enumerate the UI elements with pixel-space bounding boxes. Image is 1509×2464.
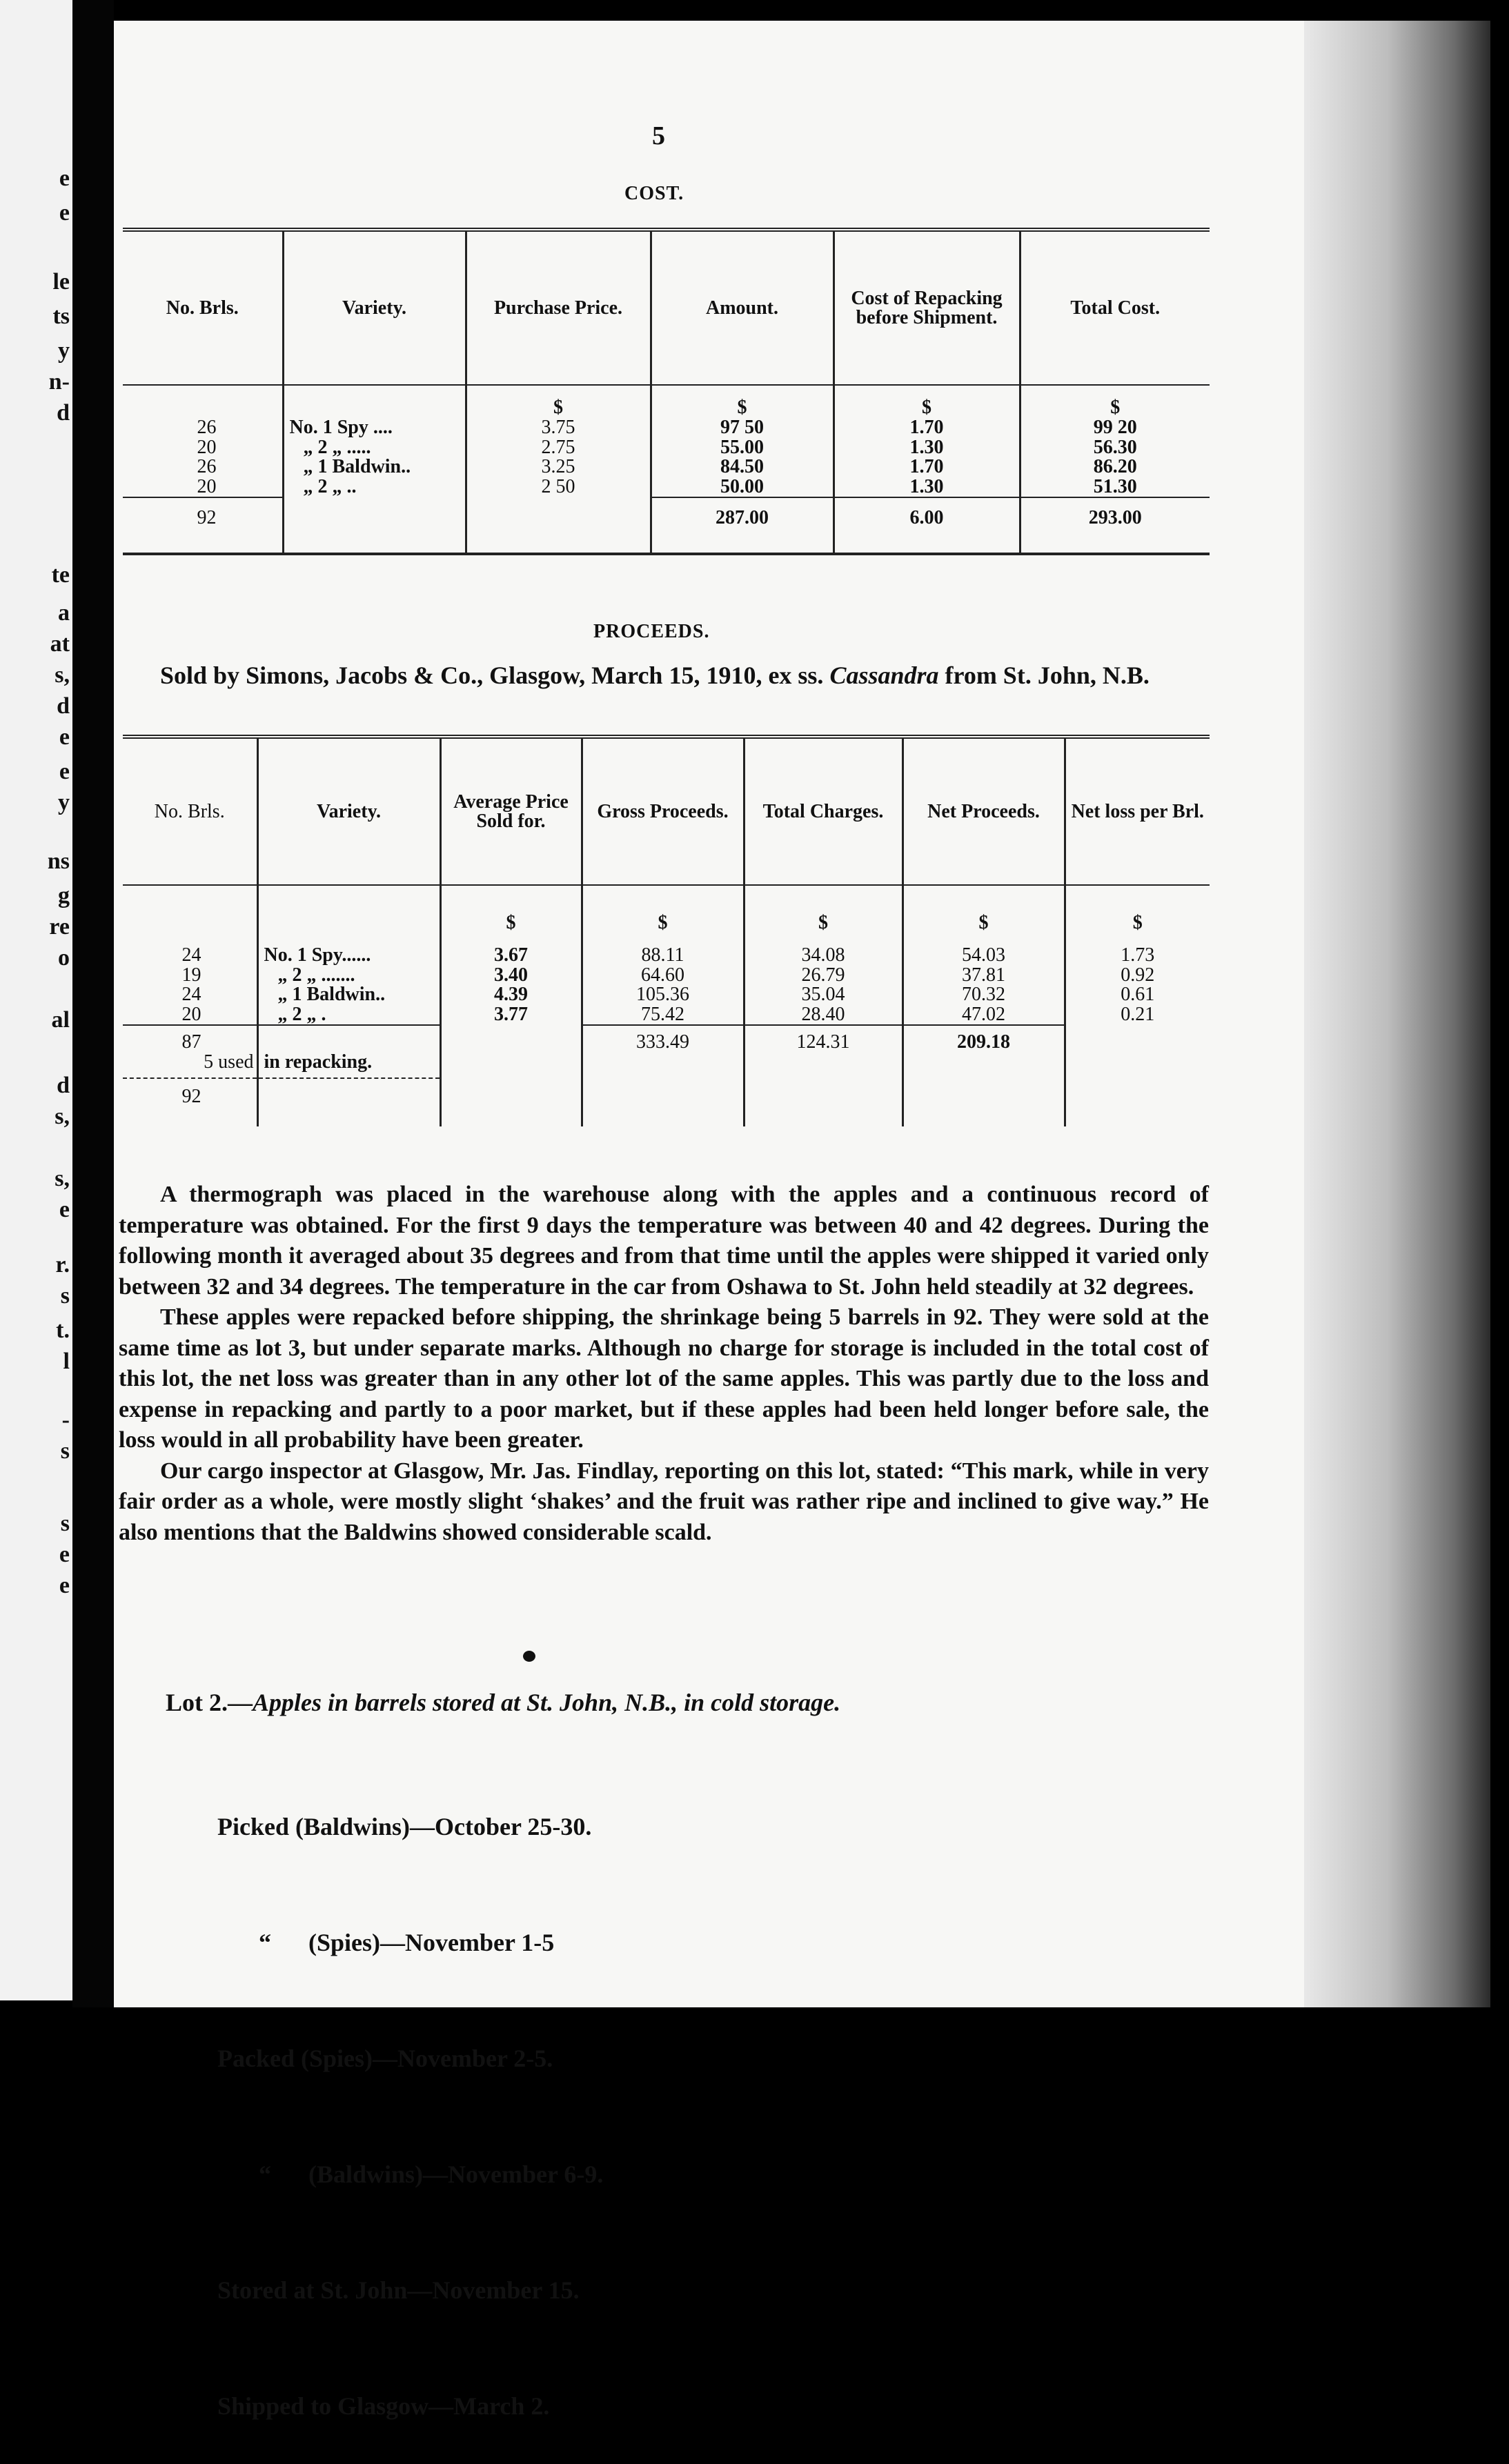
gross-cell: 105.36 bbox=[582, 985, 744, 1005]
left-page-text-fragment: d bbox=[57, 400, 70, 426]
ink-mark bbox=[523, 1651, 535, 1662]
total-cell: 56.30 bbox=[1020, 438, 1210, 458]
loss-cell: 0.61 bbox=[1065, 985, 1210, 1005]
proceeds-table bbox=[123, 735, 1210, 1126]
amount-cell: 97 50 bbox=[651, 418, 834, 438]
currency-sign: $ bbox=[744, 885, 903, 933]
brls-total: 92 bbox=[123, 1078, 257, 1126]
repack-total: 6.00 bbox=[834, 497, 1020, 539]
proceeds-total-row bbox=[123, 1078, 1210, 1126]
left-page-text-fragment: at bbox=[50, 631, 70, 657]
cost-row bbox=[123, 418, 1210, 438]
left-page-text-fragment: e bbox=[59, 1542, 70, 1567]
proceeds-col-charges: Total Charges. bbox=[744, 737, 903, 885]
proceeds-subtotal-row bbox=[123, 1025, 1210, 1053]
lot2-dates bbox=[217, 1730, 1114, 2464]
proceeds-row bbox=[123, 966, 1210, 986]
currency-sign: $ bbox=[834, 385, 1020, 418]
price-cell: 2 50 bbox=[466, 477, 651, 498]
left-page-text-fragment: a bbox=[58, 600, 70, 626]
loss-cell: 0.21 bbox=[1065, 1005, 1210, 1026]
amount-cell: 50.00 bbox=[651, 477, 834, 498]
net-cell: 70.32 bbox=[903, 985, 1065, 1005]
proceeds-row bbox=[123, 1005, 1210, 1026]
left-page-text-fragment: al bbox=[51, 1007, 70, 1033]
lot2-line: Shipped to Glasgow—March 2. bbox=[217, 2392, 550, 2420]
left-page-text-fragment: ts bbox=[52, 304, 70, 329]
variety-cell: „ 2 „ ..... bbox=[283, 438, 466, 458]
variety-cell: „ 1 Baldwin.. bbox=[257, 985, 440, 1005]
left-page-text-fragment: e bbox=[59, 1197, 70, 1222]
cost-row bbox=[123, 438, 1210, 458]
repack-cell: 1.30 bbox=[834, 438, 1020, 458]
brls-cell: 19 bbox=[181, 964, 201, 986]
left-page-text-fragment: l bbox=[63, 1349, 70, 1374]
currency-sign: $ bbox=[651, 385, 834, 418]
book-spine bbox=[72, 0, 114, 2092]
cost-col-repack: Cost of Repacking before Shipment. bbox=[834, 230, 1020, 385]
gross-cell: 75.42 bbox=[582, 1005, 744, 1026]
currency-sign: $ bbox=[1020, 385, 1210, 418]
left-page-text-fragment: g bbox=[58, 883, 70, 908]
brls-cell: 24 bbox=[181, 944, 201, 966]
lot2-section bbox=[166, 1683, 1201, 1722]
left-page-text-fragment: d bbox=[57, 693, 70, 719]
left-page-text-fragment: s, bbox=[55, 1104, 70, 1129]
left-page-text-fragment: e bbox=[59, 1573, 70, 1598]
charges-cell: 26.79 bbox=[744, 966, 903, 986]
left-page-text-fragment: ns bbox=[47, 848, 70, 874]
left-page-text-fragment: te bbox=[51, 562, 70, 588]
proceeds-used-row bbox=[123, 1053, 1210, 1079]
used-label: in repacking. bbox=[257, 1053, 440, 1079]
cost-col-total: Total Cost. bbox=[1020, 230, 1210, 385]
proceeds-col-brls: No. Brls. bbox=[154, 800, 225, 822]
avg-cell: 3.40 bbox=[440, 966, 582, 986]
sold-by-text: Sold by Simons, Jacobs & Co., Glasgow, March 15, 1910, ex ss. bbox=[160, 662, 824, 689]
brls-cell: 24 bbox=[181, 984, 201, 1006]
left-page-text-fragment: y bbox=[58, 338, 70, 364]
cost-heading: COST. bbox=[624, 183, 684, 204]
left-page-text-fragment: n- bbox=[48, 369, 70, 395]
left-page-text-fragment: s bbox=[60, 1511, 70, 1536]
charges-total: 124.31 bbox=[744, 1025, 903, 1053]
avg-cell: 3.67 bbox=[440, 933, 582, 966]
cost-row bbox=[123, 477, 1210, 498]
proceeds-col-net: Net Proceeds. bbox=[903, 737, 1065, 885]
proceeds-row bbox=[123, 933, 1210, 966]
currency-sign: $ bbox=[1065, 885, 1210, 933]
left-page-fragment bbox=[0, 0, 72, 2000]
left-page-text-fragment: e bbox=[59, 166, 70, 191]
left-page-text-fragment: s bbox=[60, 1283, 70, 1309]
used-brls: 5 used bbox=[204, 1051, 254, 1073]
left-page-text-fragment: t. bbox=[56, 1318, 70, 1343]
price-cell: 3.25 bbox=[466, 457, 651, 477]
proceeds-heading: PROCEEDS. bbox=[593, 621, 710, 642]
total-total: 293.00 bbox=[1020, 497, 1210, 539]
body-text bbox=[119, 1180, 1209, 1548]
charges-cell: 28.40 bbox=[744, 1005, 903, 1026]
loss-cell: 0.92 bbox=[1065, 966, 1210, 986]
lot2-label: Lot 2.— bbox=[166, 1689, 253, 1716]
brls-cell: 26 bbox=[197, 456, 217, 478]
amount-cell: 55.00 bbox=[651, 438, 834, 458]
paragraph-repacking: These apples were repacked before shipping, the shrinkage being 5 barrels in 92. They were sold at the same time as lot 3, but under separate marks. Although no charge for storage is included in the total cost of this lot, the net loss was greater than in any other lot of the same apples. This was partly due to the loss and expense in repacking and partly to a poor market, but if these apples had been held longer before sale, the loss would in all probability have been greater. bbox=[119, 1304, 1209, 1453]
cost-row bbox=[123, 457, 1210, 477]
repack-cell: 1.70 bbox=[834, 418, 1020, 438]
net-cell: 54.03 bbox=[903, 933, 1065, 966]
total-cell: 51.30 bbox=[1020, 477, 1210, 498]
avg-cell: 4.39 bbox=[440, 985, 582, 1005]
left-page-text-fragment: d bbox=[57, 1073, 70, 1098]
cost-col-brls: No. Brls. bbox=[166, 297, 239, 319]
lot2-line: Picked (Baldwins)—October 25-30. bbox=[217, 1813, 592, 1840]
sold-by-line bbox=[119, 659, 1209, 692]
cost-col-price: Purchase Price. bbox=[466, 230, 651, 385]
left-page-text-fragment: r. bbox=[55, 1252, 70, 1278]
lot2-line: “ (Baldwins)—November 6-9. bbox=[259, 2160, 604, 2188]
brls-cell: 20 bbox=[197, 475, 217, 497]
charges-cell: 34.08 bbox=[744, 933, 903, 966]
lot2-line: Packed (Spies)—November 2-5. bbox=[217, 2045, 553, 2072]
brls-cell: 20 bbox=[181, 1003, 201, 1025]
cost-total-row bbox=[123, 497, 1210, 539]
brls-cell: 20 bbox=[197, 436, 217, 458]
left-page-text-fragment: e bbox=[59, 200, 70, 226]
charges-cell: 35.04 bbox=[744, 985, 903, 1005]
left-page-text-fragment: re bbox=[49, 914, 70, 940]
lot2-line: “ (Spies)—November 1-5 bbox=[259, 1929, 555, 1956]
price-cell: 2.75 bbox=[466, 438, 651, 458]
left-page-text-fragment: s, bbox=[55, 1166, 70, 1191]
page-edges bbox=[1304, 21, 1490, 2007]
repack-cell: 1.30 bbox=[834, 477, 1020, 498]
cost-col-amount: Amount. bbox=[651, 230, 834, 385]
currency-sign: $ bbox=[903, 885, 1065, 933]
brls-total: 92 bbox=[123, 497, 283, 539]
variety-cell: „ 2 „ .. bbox=[283, 477, 466, 498]
amount-total: 287.00 bbox=[651, 497, 834, 539]
proceeds-col-gross: Gross Proceeds. bbox=[582, 737, 744, 885]
variety-cell: No. 1 Spy .... bbox=[283, 418, 466, 438]
loss-cell: 1.73 bbox=[1065, 933, 1210, 966]
gross-cell: 88.11 bbox=[582, 933, 744, 966]
net-cell: 37.81 bbox=[903, 966, 1065, 986]
net-cell: 47.02 bbox=[903, 1005, 1065, 1026]
variety-cell: „ 2 „ ....... bbox=[257, 966, 440, 986]
left-page-text-fragment: s, bbox=[55, 662, 70, 688]
ship-name: Cassandra bbox=[829, 662, 939, 689]
repack-cell: 1.70 bbox=[834, 457, 1020, 477]
price-cell: 3.75 bbox=[466, 418, 651, 438]
gross-total: 333.49 bbox=[582, 1025, 744, 1053]
amount-cell: 84.50 bbox=[651, 457, 834, 477]
left-page-text-fragment: e bbox=[59, 759, 70, 784]
proceeds-col-avg: Average Price Sold for. bbox=[440, 737, 582, 885]
lot2-line: Stored at St. John—November 15. bbox=[217, 2276, 580, 2304]
currency-sign: $ bbox=[466, 385, 651, 418]
cost-col-variety: Variety. bbox=[283, 230, 466, 385]
variety-cell: „ 2 „ . bbox=[257, 1005, 440, 1026]
lot2-title: Apples in barrels stored at St. John, N.B., in cold storage. bbox=[253, 1689, 841, 1716]
variety-cell: „ 1 Baldwin.. bbox=[283, 457, 466, 477]
lot2-heading bbox=[166, 1683, 1201, 1722]
paragraph-thermograph: A thermograph was placed in the warehouse along with the apples and a continuous record of temperature was obtained. For the first 9 days the temperature was between 40 and 42 degrees. During the following month it averaged about 35 degrees and from that time until the apples were shipped it varied only between 32 and 34 degrees. The temperature in the car from Oshawa to St. John held steadily at 32 degrees. bbox=[119, 1182, 1209, 1300]
total-cell: 99 20 bbox=[1020, 418, 1210, 438]
left-page-text-fragment: o bbox=[58, 945, 70, 971]
left-page-text-fragment: - bbox=[61, 1407, 70, 1433]
brls-cell: 26 bbox=[197, 417, 217, 438]
net-total: 209.18 bbox=[903, 1025, 1065, 1053]
avg-cell: 3.77 bbox=[440, 1005, 582, 1026]
variety-cell: No. 1 Spy...... bbox=[257, 933, 440, 966]
currency-sign: $ bbox=[582, 885, 744, 933]
left-page-text-fragment: y bbox=[58, 790, 70, 815]
proceeds-col-loss: Net loss per Brl. bbox=[1065, 737, 1210, 885]
proceeds-col-variety: Variety. bbox=[257, 737, 440, 885]
currency-sign: $ bbox=[440, 885, 582, 933]
left-page-text-fragment: e bbox=[59, 724, 70, 750]
brls-subtotal: 87 bbox=[123, 1025, 257, 1053]
gross-cell: 64.60 bbox=[582, 966, 744, 986]
total-cell: 86.20 bbox=[1020, 457, 1210, 477]
cost-table bbox=[123, 228, 1210, 555]
proceeds-row bbox=[123, 985, 1210, 1005]
page-number: 5 bbox=[652, 121, 665, 150]
left-page-text-fragment: le bbox=[52, 269, 70, 295]
sold-by-suffix: from St. John, N.B. bbox=[945, 662, 1150, 689]
left-page-text-fragment: s bbox=[60, 1438, 70, 1464]
paragraph-inspector: Our cargo inspector at Glasgow, Mr. Jas. Findlay, reporting on this lot, stated: “This mark, while in very fair order as a whole, were mostly slight ‘shakes’ and the fruit was rather ripe and inclined to give way.” He also mentions that the Baldwins showed considerable scald. bbox=[119, 1458, 1209, 1545]
